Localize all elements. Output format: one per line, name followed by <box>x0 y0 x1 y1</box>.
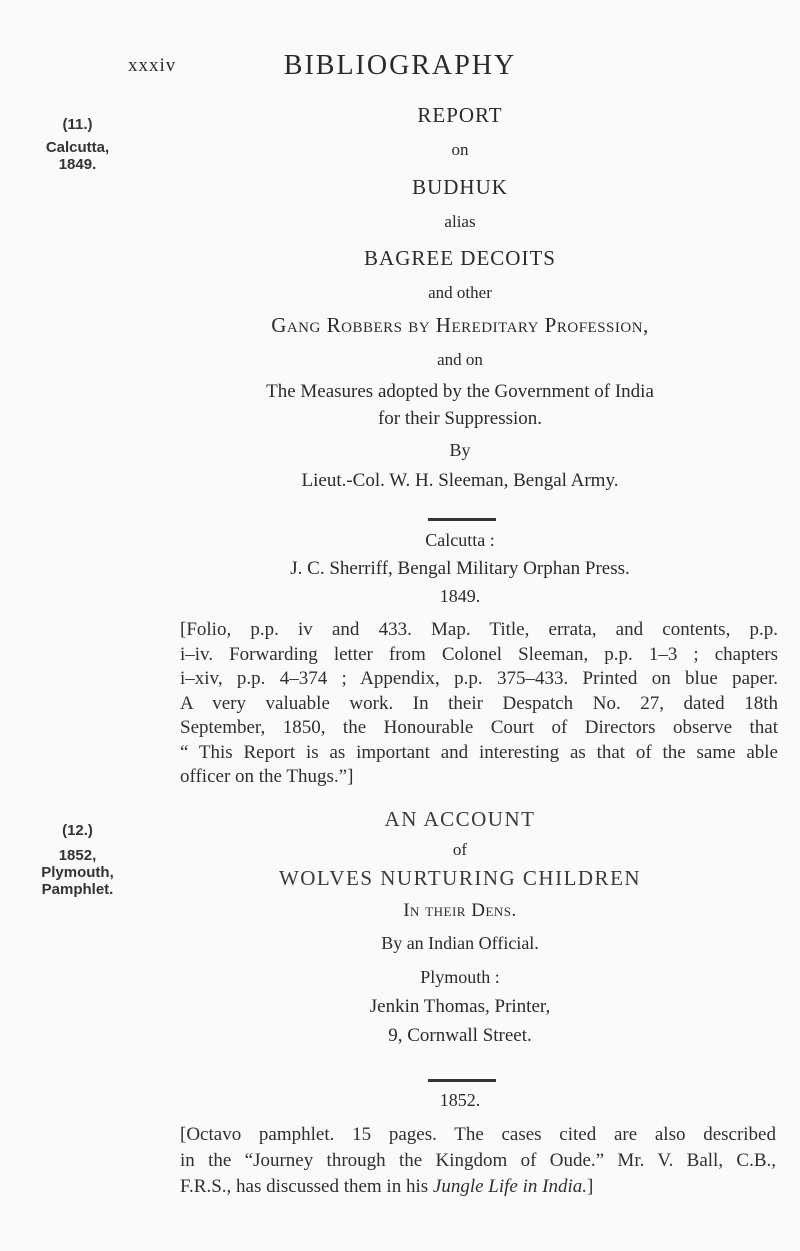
entry2-imprint-place: Plymouth : <box>420 967 500 987</box>
note-line: in the “Journey through the Kingdom of Oude.” Mr. V. Ball, C.B., <box>180 1150 776 1171</box>
entry1-title-on: on <box>451 140 469 159</box>
entry-year: 1849. <box>58 156 97 173</box>
note-line: officer on the Thugs.”] <box>180 766 354 787</box>
entry1-author: Lieut.-Col. W. H. Sleeman, Bengal Army. <box>301 470 619 491</box>
note-line-final <box>180 1174 776 1200</box>
note-line: i–iv. Forwarding letter from Colonel Sleeman, p.p. 1–3 ; chapters <box>180 643 778 665</box>
divider-rule <box>428 1079 496 1082</box>
note-line: September, 1850, the Honourable Court of Directors observe that <box>180 717 778 738</box>
running-title: BIBLIOGRAPHY <box>283 50 517 81</box>
entry1-title-measures: The Measures adopted by the Government of India <box>266 381 654 402</box>
note-line: i–xiv, p.p. 4–374 ; Appendix, p.p. 375–433. Printed on blue paper. <box>180 668 778 689</box>
margin-note-12 <box>35 822 120 898</box>
entry2-title-wolves: WOLVES NURTURING CHILDREN <box>278 866 642 890</box>
entry-type: Pamphlet. <box>41 881 114 898</box>
entry1-imprint-printer: J. C. Sherriff, Bengal Military Orphan Press. <box>290 558 630 579</box>
entry1-title-by: By <box>449 440 471 460</box>
entry1-title-and-other: and other <box>428 283 492 302</box>
page-number: xxxiv <box>128 55 177 76</box>
note-line: [Folio, p.p. iv and 433. Map. Title, errata, and contents, p.p. <box>180 619 778 640</box>
entry-place: Plymouth, <box>41 864 114 881</box>
entry1-title-gang-robbers: Gang Robbers by Hereditary Profession, <box>271 313 649 337</box>
entry-place: Calcutta, <box>45 139 110 156</box>
entry2-imprint-street: 9, Cornwall Street. <box>388 1025 532 1046</box>
entry1-title-bagree: BAGREE DECOITS <box>364 246 556 270</box>
entry2-imprint-printer: Jenkin Thomas, Printer, <box>369 996 551 1017</box>
entry1-title-alias: alias <box>444 212 476 231</box>
entry-year: 1852, <box>58 847 97 864</box>
note-bracket: ] <box>586 1176 594 1197</box>
note-line: [Octavo pamphlet. 15 pages. The cases cited are also described <box>180 1124 776 1145</box>
note-line: A very valuable work. In their Despatch No. 27, dated 18th <box>180 692 778 714</box>
note-line: “ This Report is as important and interesting as that of the same able <box>180 741 778 763</box>
entry1-imprint-place: Calcutta : <box>425 530 495 550</box>
entry2-author: By an Indian Official. <box>381 933 539 953</box>
entry1-note <box>180 618 778 790</box>
margin-note-11 <box>35 116 120 173</box>
entry2-title-of: of <box>452 840 468 859</box>
divider-rule <box>428 518 496 521</box>
note-text: F.R.S., has discussed them in his <box>180 1176 433 1197</box>
entry1-title-and-on: and on <box>437 350 483 369</box>
entry2-note <box>180 1122 776 1200</box>
entry1-title-report: REPORT <box>417 103 503 127</box>
entry2-imprint-year: 1852. <box>439 1090 481 1110</box>
entry2-title-account: AN ACCOUNT <box>384 807 536 831</box>
entry2-title-dens: In their Dens. <box>403 900 517 921</box>
book-title-italic: Jungle Life in India. <box>432 1176 587 1197</box>
entry1-title-budhuk: BUDHUK <box>412 175 508 199</box>
entry-number: (11.) <box>62 116 93 133</box>
entry1-title-suppression: for their Suppression. <box>377 408 543 429</box>
entry1-imprint-year: 1849. <box>439 586 481 606</box>
entry-number: (12.) <box>62 822 93 839</box>
